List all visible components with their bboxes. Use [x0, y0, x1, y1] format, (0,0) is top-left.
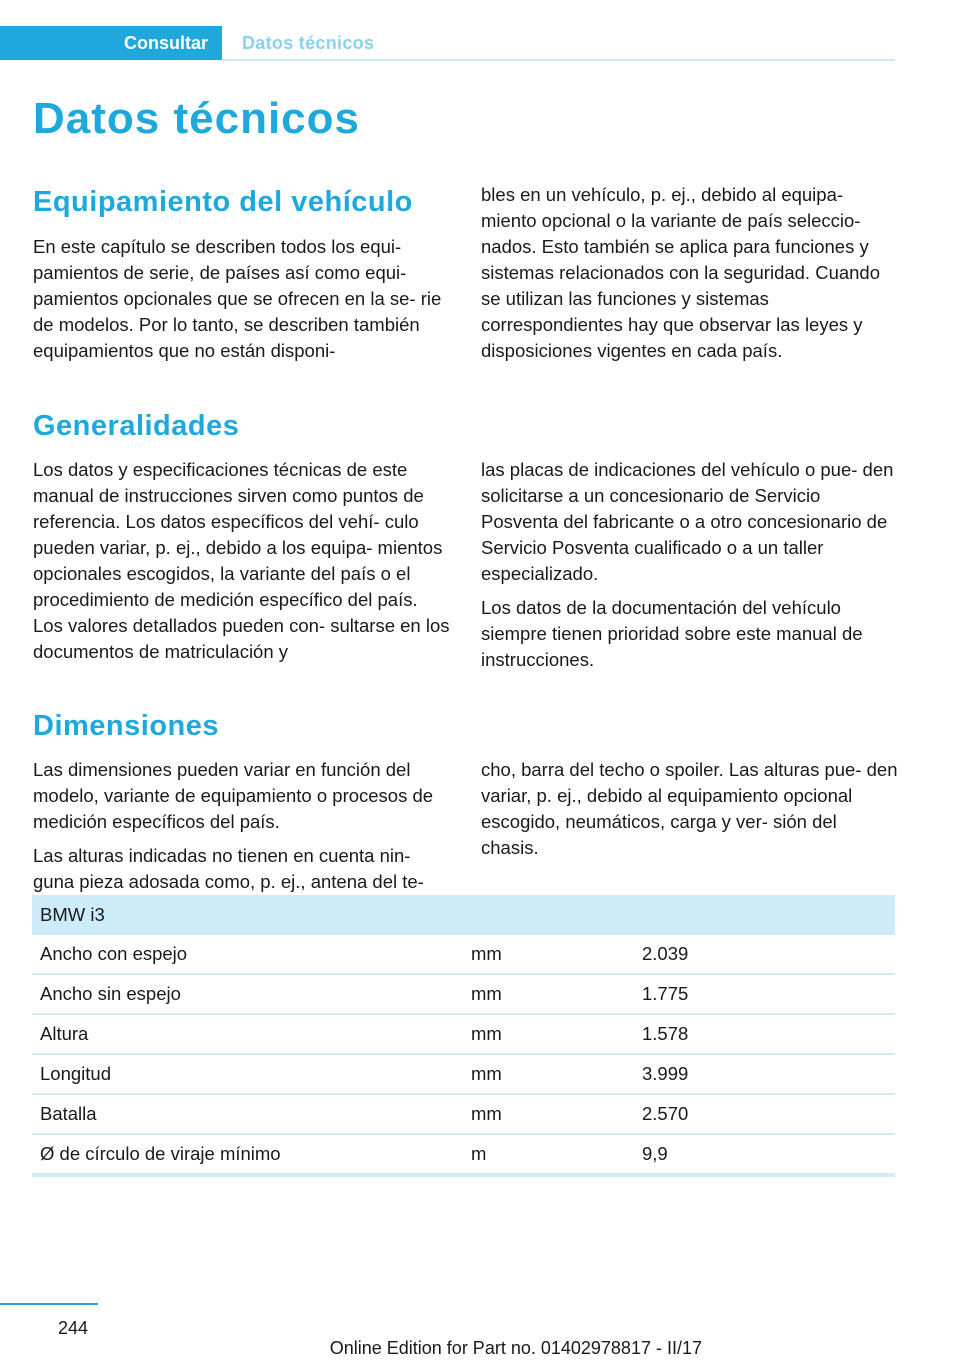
tab-underline — [222, 59, 895, 61]
paragraph: En este capítulo se describen todos los equi- pamientos de serie, de países así como equi- pamientos opcionales que se ofrecen en la se- rie de modelos. Por lo tanto, se describen también equipamientos que no están disponi- — [33, 236, 442, 361]
table-row — [32, 1094, 895, 1134]
row-unit: mm — [463, 1014, 634, 1054]
table-header-row — [32, 895, 895, 935]
page-number: 244 — [58, 1318, 89, 1338]
tab-consultar[interactable] — [0, 26, 222, 60]
table-row — [32, 1054, 895, 1094]
equipamiento-left-column — [33, 234, 451, 372]
table-header-cell: BMW i3 — [32, 895, 895, 935]
paragraph: Las dimensiones pueden variar en función del modelo, variante de equipamiento o procesos de medición específicos del país. — [33, 759, 434, 832]
paragraph: cho, barra del techo o spoiler. Las alturas pue- den variar, p. ej., debido al equipamiento opcional escogido, neumáticos, carga y ver- sión del chasis. — [481, 759, 898, 858]
table-row — [32, 1134, 895, 1175]
paragraph: Los datos y especificaciones técnicas de este manual de instrucciones sirven como puntos de referencia. Los datos específicos del vehí- culo pueden variar, p. ej., debido a los equipa- mientos opcionales escogidos, la variante del país o el procedimiento de medición específico del país. Los valores detallados pueden con- sultarse en los documentos de matriculación y — [33, 459, 450, 662]
row-value: 9,9 — [634, 1134, 895, 1175]
section-title-equipamiento: Equipamiento del vehículo — [33, 186, 413, 218]
row-label: Batalla — [32, 1094, 463, 1134]
page-title: Datos técnicos — [33, 94, 360, 143]
row-value: 3.999 — [634, 1054, 895, 1094]
section-title-generalidades: Generalidades — [33, 410, 240, 442]
row-label: Ø de círculo de viraje mínimo — [32, 1134, 463, 1175]
row-unit: mm — [463, 1094, 634, 1134]
row-unit: mm — [463, 935, 634, 974]
equipamiento-right-column — [481, 182, 899, 372]
row-label: Ancho sin espejo — [32, 974, 463, 1014]
row-value: 2.039 — [634, 935, 895, 974]
generalidades-left-column — [33, 457, 451, 673]
edition-note: Online Edition for Part no. 01402978817 - II/17 — [329, 1338, 702, 1358]
header-tabs — [0, 26, 895, 62]
dimensiones-left-column — [33, 757, 451, 903]
table-row — [32, 1014, 895, 1054]
row-value: 1.775 — [634, 974, 895, 1014]
row-label: Altura — [32, 1014, 463, 1054]
row-unit: mm — [463, 974, 634, 1014]
dimensions-table — [32, 895, 895, 1177]
row-unit: mm — [463, 1054, 634, 1094]
dimensiones-right-column — [481, 757, 899, 869]
row-value: 2.570 — [634, 1094, 895, 1134]
table-row — [32, 974, 895, 1014]
tab-datos-tecnicos[interactable]: Datos técnicos — [242, 33, 375, 53]
section-title-dimensiones: Dimensiones — [33, 710, 219, 742]
generalidades-right-column — [481, 457, 899, 681]
table-row — [32, 935, 895, 974]
row-label: Longitud — [32, 1054, 463, 1094]
paragraph: Los datos de la documentación del vehículo siempre tienen prioridad sobre este manual de instrucciones. — [481, 597, 863, 670]
paragraph: las placas de indicaciones del vehículo o pue- den solicitarse a un concesionario de Servicio Posventa del fabricante o a otro concesionario de Servicio Posventa cualificado o a un taller especializado. — [481, 459, 894, 584]
paragraph: bles en un vehículo, p. ej., debido al equipa- miento opcional o la variante de país seleccio- nados. Esto también se aplica para funciones y sistemas relacionados con la seguridad. Cuando se utilizan las funciones y sistemas correspondientes hay que observar las leyes y disposiciones vigentes en cada país. — [481, 184, 881, 361]
footer-divider — [0, 1303, 98, 1305]
row-unit: m — [463, 1134, 634, 1175]
row-value: 1.578 — [634, 1014, 895, 1054]
tab-consultar-label: Consultar — [123, 32, 208, 53]
row-label: Ancho con espejo — [32, 935, 463, 974]
paragraph: Las alturas indicadas no tienen en cuenta nin- guna pieza adosada como, p. ej., antena del te- — [33, 845, 424, 892]
